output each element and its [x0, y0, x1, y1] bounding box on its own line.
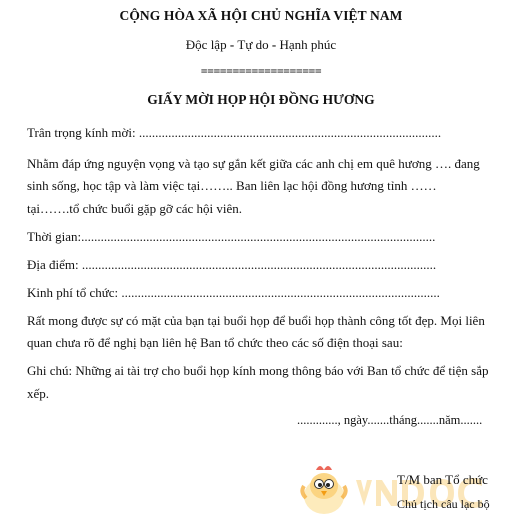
place-field: Địa điểm: .............................................................................................................	[27, 257, 437, 272]
intro-paragraph-line-2: sinh sống, học tập và làm việc tại…….. Ban liên lạc hội đồng hương tỉnh ……	[27, 178, 437, 193]
signer-position: Chủ tịch câu lạc bộ	[397, 497, 490, 511]
fee-field: Kinh phí tổ chức: ..................................................................................................	[27, 285, 440, 300]
motto-separator: -	[268, 37, 280, 52]
date-line: ............., ngày.......tháng.......năm.......	[297, 413, 483, 427]
time-field: Thời gian:.............................................................................................................	[27, 229, 436, 244]
note-line-1: Ghi chú: Những ai tài trợ cho buổi họp kính mong thông báo với Ban tổ chức để tiện sắp	[27, 363, 489, 378]
national-title: CỘNG HÒA XÃ HỘI CHỦ NGHĨA VIỆT NAM	[119, 8, 403, 23]
motto-freedom: Tự do	[237, 37, 269, 52]
greeting-line: Trân trọng kính mời: .............................................................................................	[27, 125, 442, 140]
motto-happiness: Hạnh phúc	[279, 37, 337, 52]
intro-paragraph-line-3: tại…….tổ chức buổi gặp gỡ các hội viên.	[27, 201, 243, 216]
intro-paragraph-line-1: Nhằm đáp ứng nguyện vọng và tạo sự gắn kết giữa các anh chị em quê hương …. đang	[27, 156, 480, 171]
national-motto	[0, 37, 522, 53]
closing-paragraph-line-2: quan chưa rõ để nghị bạn liên hệ Ban tổ chức theo các số điện thoại sau:	[27, 335, 403, 350]
motto-independence: Độc lập	[185, 37, 227, 52]
header-divider: ===================	[200, 64, 322, 78]
note-line-2: xếp.	[27, 386, 50, 401]
signer-title: T/M ban Tổ chức	[397, 472, 488, 487]
motto-separator: -	[226, 37, 238, 52]
closing-paragraph-line-1: Rất mong được sự có mặt của bạn tại buổi họp để buổi họp thành công tốt đẹp. Mọi liên	[27, 313, 485, 328]
document-title: GIẤY MỜI HỌP HỘI ĐỒNG HƯƠNG	[147, 92, 375, 107]
